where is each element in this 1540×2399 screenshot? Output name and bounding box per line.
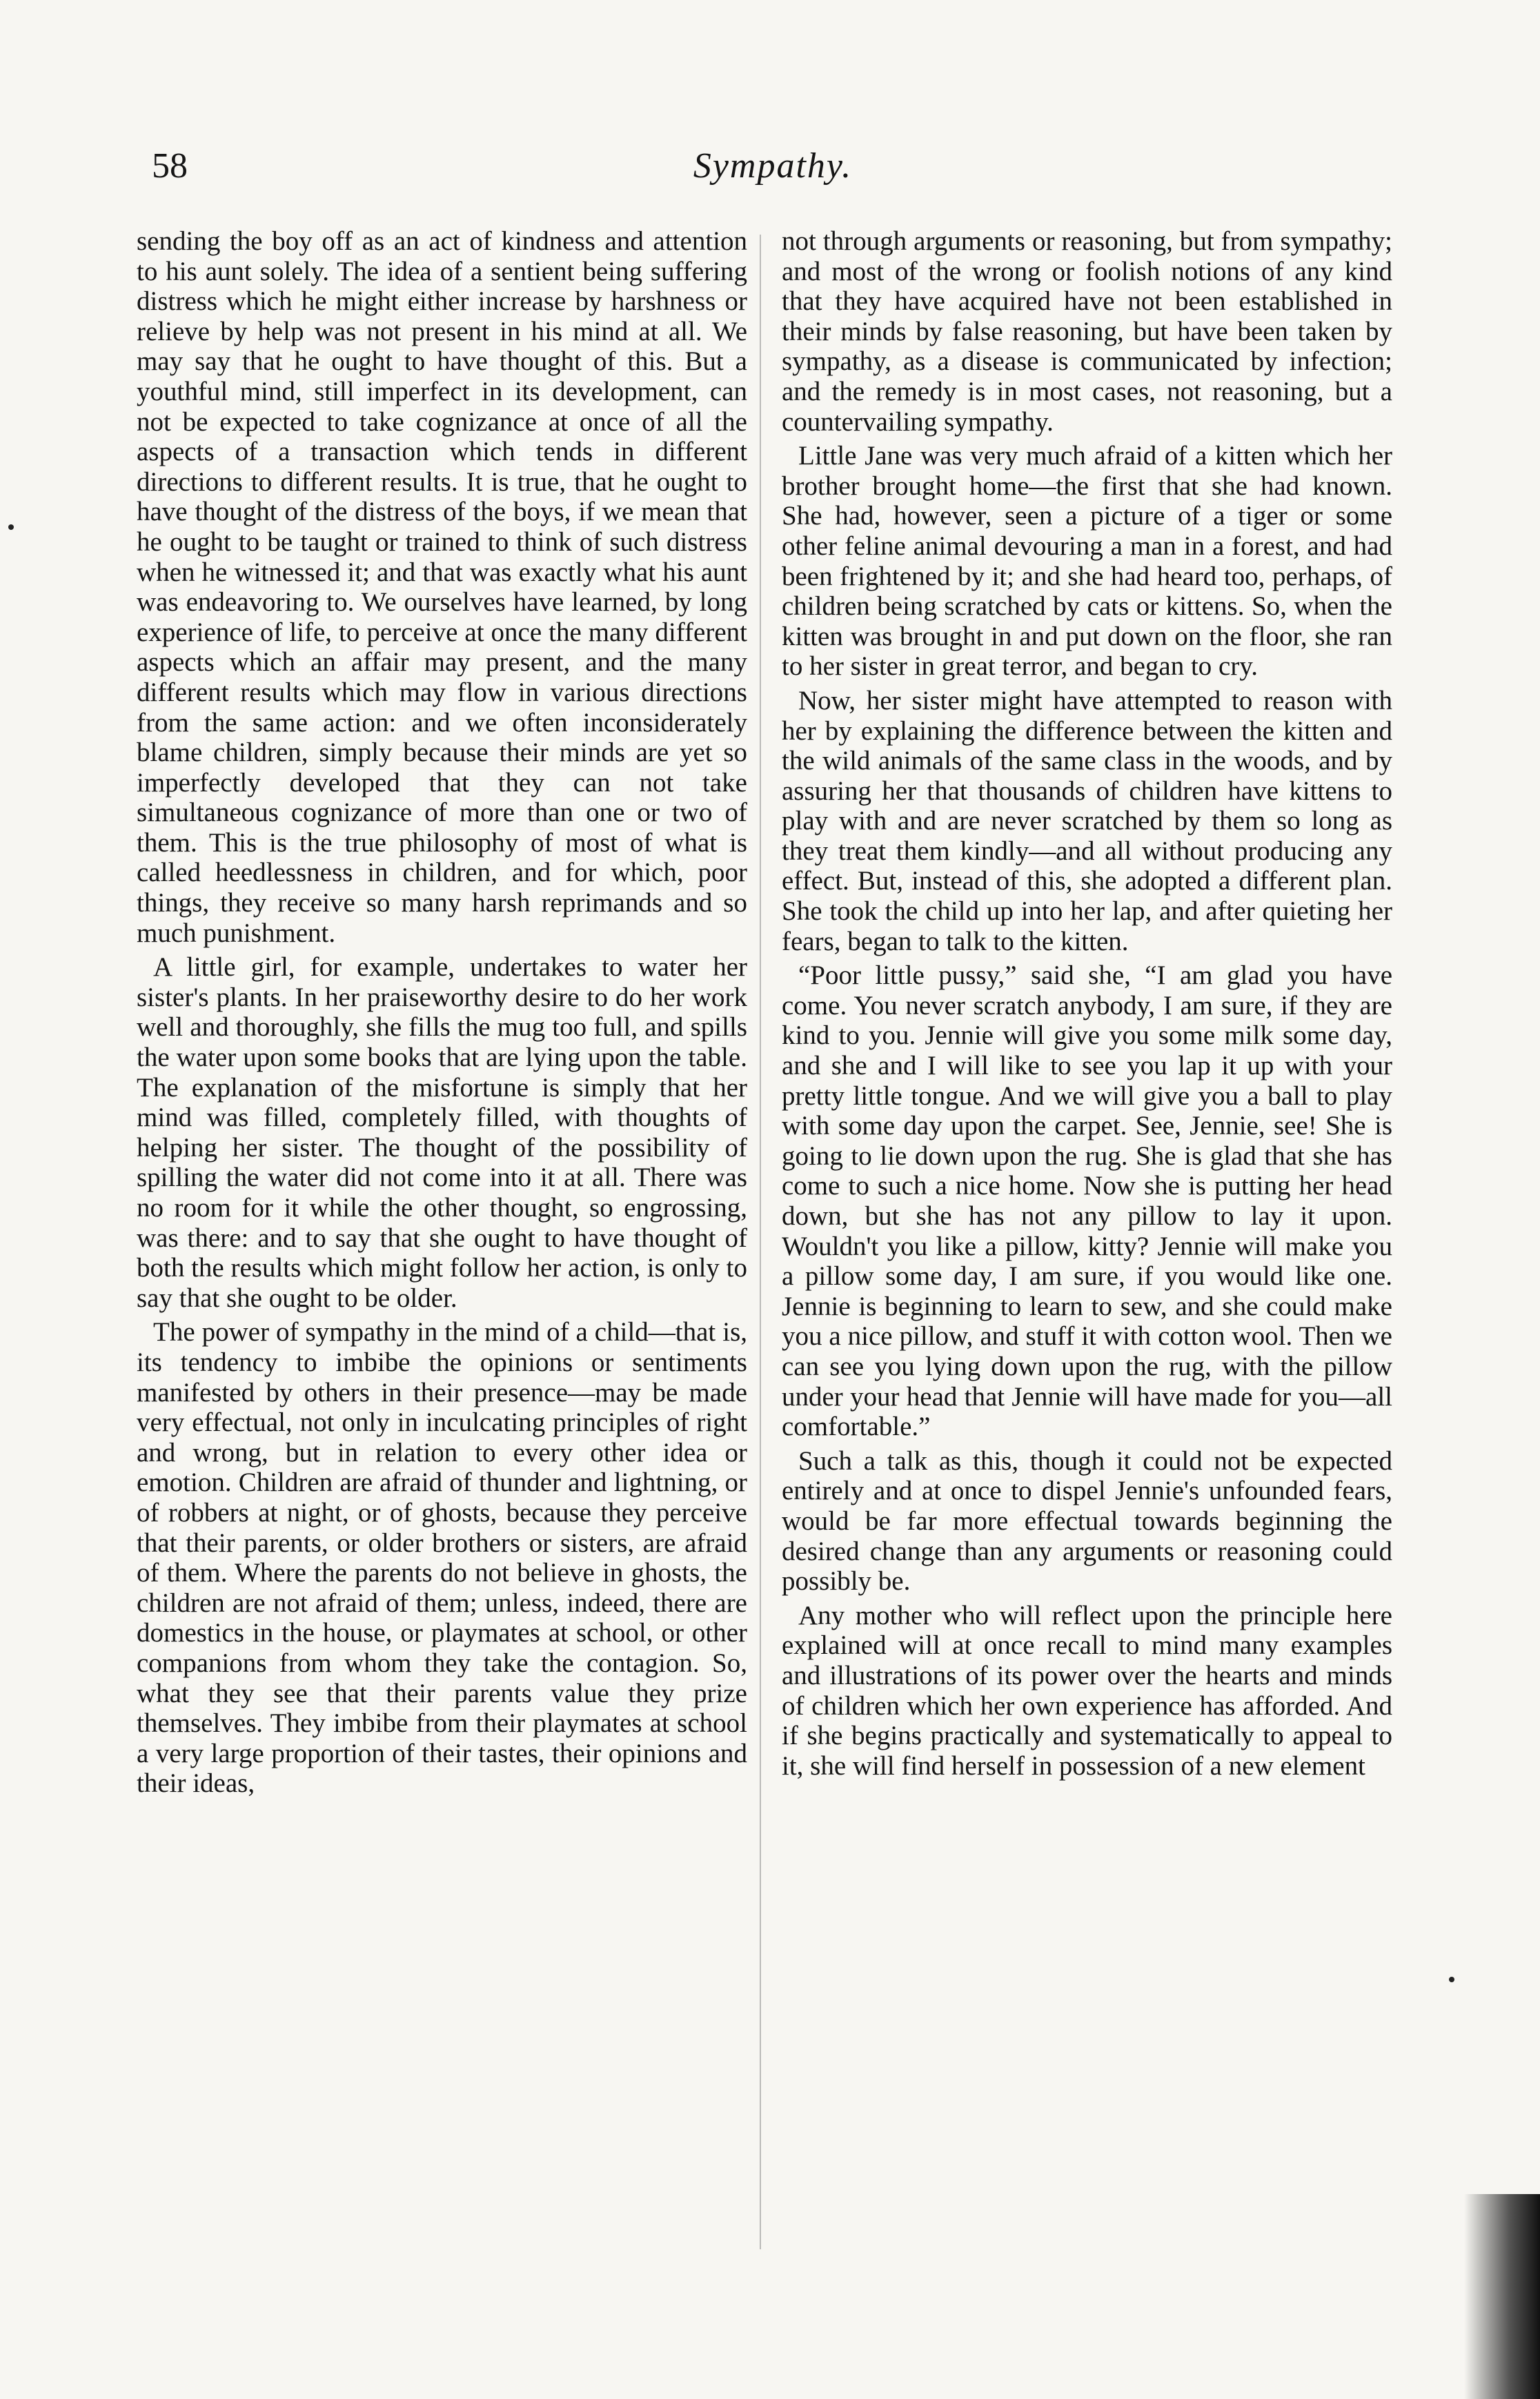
page-number: 58 bbox=[152, 146, 188, 186]
page-edge-shadow bbox=[1464, 2194, 1540, 2399]
paragraph: “Poor little pussy,” said she, “I am glad you have come. You never scratch anybody, I am sure, if they are kind to you. Jennie will give you some milk some day, and she and I will like to see you lap it up with your pretty little tongue. And we will give you a ball to play with some day upon the carpet. See, Jennie, see! She is going to lie down upon the rug. She is glad that she has come to such a nice home. Now she is putting her head down, but she has not any pillow to lay it upon. Wouldn't you like a pillow, kitty? Jennie will make you a pillow some day, I am sure, if you would like one. Jennie is beginning to learn to sew, and she could make you a nice pillow, and stuff it with cotton wool. Then we can see you lying down upon the rug, with the pillow under your head that Jennie will have made for you—all comfortable.” bbox=[782, 960, 1392, 1442]
paragraph: Any mother who will reflect upon the principle here explained will at once recall to mind many examples and illustrations of its power over the hearts and minds of children which her own experience has afforded. And if she begins practically and systematically to appeal to it, she will find herself in possession of a new element bbox=[782, 1600, 1392, 1781]
running-title: Sympathy. bbox=[693, 146, 853, 186]
running-head bbox=[131, 148, 1414, 204]
paragraph: A little girl, for example, undertakes to water her sister's plants. In her praiseworthy desire to do her work well and thoroughly, she fills the mug too full, and spills the water upon some books that are lying upon the table. The explanation of the misfortune is simply that her mind was filled, completely filled, with thoughts of helping her sister. The thought of the possibility of spilling the water did not come into it at all. There was no room for it while the other thought, so engrossing, was there: and to say that she ought to have thought of both the results which might follow her action, is only to say that she ought to be older. bbox=[137, 952, 747, 1313]
paragraph: Little Jane was very much afraid of a kitten which her brother brought home—the first that she had known. She had, however, seen a picture of a tiger or some other feline animal devouring a man in a forest, and had been frightened by it; and she had heard too, perhaps, of children being scratched by cats or kittens. So, when the kitten was brought in and put down on the floor, she ran to her sister in great terror, and began to cry. bbox=[782, 441, 1392, 682]
paragraph: The power of sympathy in the mind of a child—that is, its tendency to imbibe the opinions or sentiments manifested by others in their presence—may be made very effectual, not only in inculcating principles of right and wrong, but in relation to every other idea or emotion. Children are afraid of thunder and lightning, or of robbers at night, or of ghosts, because they perceive that their parents, or older brothers or sisters, are afraid of them. Where the parents do not believe in ghosts, the children are not afraid of them; unless, indeed, there are domestics in the house, or playmates at school, or other companions from whom they take the contagion. So, what they see that their parents value they prize themselves. They imbibe from their playmates at school a very large proportion of their tastes, their opinions and their ideas, bbox=[137, 1317, 747, 1799]
paragraph: not through arguments or reasoning, but from sympathy; and most of the wrong or foolish notions of any kind that they have acquired have not been established in their minds by false reasoning, but have been taken by sympathy, as a disease is communicated by infection; and the remedy is in most cases, not reasoning, but a countervailing sympathy. bbox=[782, 226, 1392, 437]
paragraph: Now, her sister might have attempted to reason with her by explaining the difference between the kitten and the wild animals of the same class in the woods, and by assuring her that thousands of children have kittens to play with and are never scratched by them so long as they treat them kindly—and all without producing any effect. But, instead of this, she adopted a different plan. She took the child up into her lap, and after quieting her fears, began to talk to the kitten. bbox=[782, 685, 1392, 956]
print-speck bbox=[8, 524, 14, 530]
right-column bbox=[782, 226, 1392, 2331]
text-columns bbox=[137, 226, 1392, 2331]
print-speck bbox=[1449, 1977, 1454, 1982]
paragraph: sending the boy off as an act of kindness and attention to his aunt solely. The idea of a sentient being suffering distress which he might either increase by harshness or relieve by help was not present in his mind at all. We may say that he ought to have thought of this. But a youthful mind, still imperfect in its development, can not be expected to take cognizance at once of all the aspects of a transaction which tends in different directions to different results. It is true, that he ought to have thought of the distress of the boys, if we mean that he ought to be taught or trained to think of such distress when he witnessed it; and that was exactly what his aunt was endeavoring to. We ourselves have learned, by long experience of life, to perceive at once the many different aspects which an affair may present, and the many different results which may flow in various directions from the same action: and we often inconsiderately blame children, simply because their minds are yet so imperfectly developed that they can not take simultaneous cognizance of more than one or two of them. This is the true philosophy of most of what is called heedlessness in children, and for which, poor things, they receive so many harsh reprimands and so much punishment. bbox=[137, 226, 747, 948]
left-column bbox=[137, 226, 747, 2331]
paragraph: Such a talk as this, though it could not be expected entirely and at once to dispel Jennie's unfounded fears, would be far more effectual towards beginning the desired change than any arguments or reasoning could possibly be. bbox=[782, 1445, 1392, 1597]
